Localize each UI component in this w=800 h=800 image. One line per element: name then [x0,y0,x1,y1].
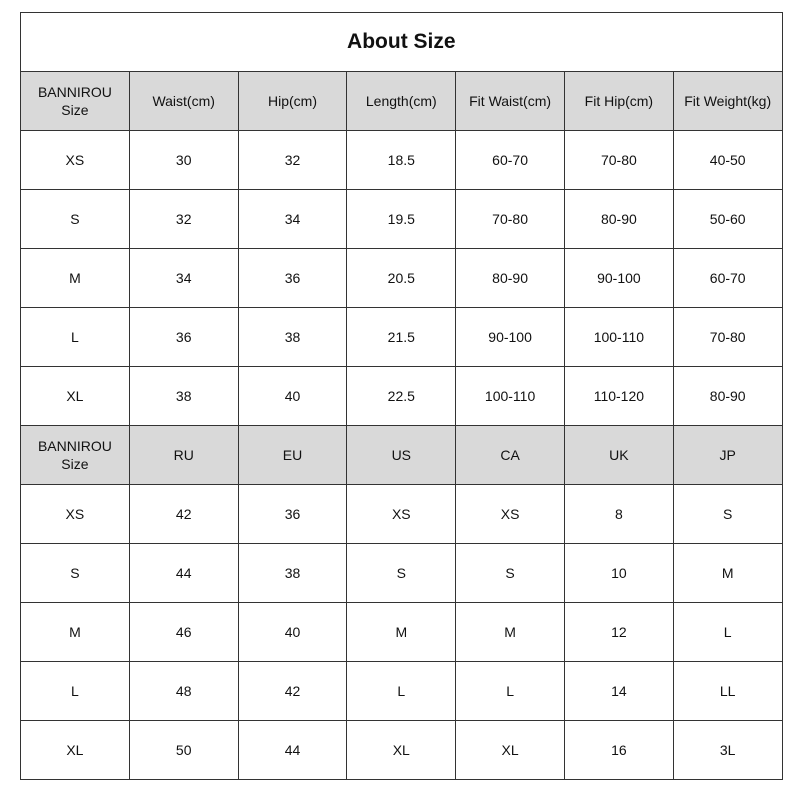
table-cell: S [347,544,456,603]
table-row [21,662,783,721]
table-cell: 12 [564,603,673,662]
table-cell: 50-60 [673,190,782,249]
table-cell: 3L [673,721,782,780]
table-cell: 80-90 [673,367,782,426]
size-label-cell: XS [21,131,130,190]
table-cell: 32 [129,190,238,249]
table-row [21,131,783,190]
table-cell: 20.5 [347,249,456,308]
column-header: Fit Weight(kg) [673,72,782,131]
table-cell: 10 [564,544,673,603]
column-header: UK [564,426,673,485]
table-cell: 36 [238,485,347,544]
table-cell: 60-70 [673,249,782,308]
table-cell: L [673,603,782,662]
table-cell: S [673,485,782,544]
column-header: Length(cm) [347,72,456,131]
table-cell: 44 [238,721,347,780]
table-cell: 70-80 [564,131,673,190]
size-label-cell: XL [21,367,130,426]
table-cell: 32 [238,131,347,190]
column-header: BANNIROU Size [21,426,130,485]
table-cell: XS [347,485,456,544]
table-cell: 34 [238,190,347,249]
size-label-cell: XS [21,485,130,544]
table-cell: 60-70 [456,131,565,190]
table-cell: 50 [129,721,238,780]
column-header: Fit Hip(cm) [564,72,673,131]
size-label-cell: L [21,308,130,367]
table-cell: 90-100 [564,249,673,308]
table-cell: 80-90 [564,190,673,249]
table-row [21,367,783,426]
size-label-cell: L [21,662,130,721]
column-header: RU [129,426,238,485]
column-header: JP [673,426,782,485]
table-cell: 40 [238,367,347,426]
table-cell: 44 [129,544,238,603]
table-cell: 38 [238,308,347,367]
column-header: Fit Waist(cm) [456,72,565,131]
table-cell: 90-100 [456,308,565,367]
column-header: Hip(cm) [238,72,347,131]
table-cell: 100-110 [456,367,565,426]
column-header: EU [238,426,347,485]
table-cell: 36 [129,308,238,367]
table-cell: 80-90 [456,249,565,308]
table-cell: 19.5 [347,190,456,249]
table-cell: 48 [129,662,238,721]
table-row [21,603,783,662]
size-label-cell: M [21,603,130,662]
table-cell: XL [456,721,565,780]
chart-title: About Size [21,13,783,72]
table-row [21,721,783,780]
table-cell: 30 [129,131,238,190]
table-row [21,544,783,603]
table-cell: M [456,603,565,662]
table-cell: 21.5 [347,308,456,367]
table-cell: 40 [238,603,347,662]
table-cell: L [456,662,565,721]
table-cell: 16 [564,721,673,780]
size-label-cell: XL [21,721,130,780]
size-chart-table [20,12,783,780]
column-header: CA [456,426,565,485]
table-cell: 110-120 [564,367,673,426]
table-cell: 70-80 [456,190,565,249]
size-label-cell: S [21,190,130,249]
table-cell: 22.5 [347,367,456,426]
size-label-cell: M [21,249,130,308]
table-cell: 18.5 [347,131,456,190]
column-header: Waist(cm) [129,72,238,131]
table-cell: 42 [129,485,238,544]
table-row [21,190,783,249]
table-cell: 8 [564,485,673,544]
table-cell: 38 [129,367,238,426]
table-cell: S [456,544,565,603]
table-cell: 46 [129,603,238,662]
header-row [21,72,783,131]
table-cell: L [347,662,456,721]
table-cell: 42 [238,662,347,721]
table-cell: 70-80 [673,308,782,367]
table-cell: 100-110 [564,308,673,367]
table-row [21,485,783,544]
table-cell: LL [673,662,782,721]
table-cell: 40-50 [673,131,782,190]
size-label-cell: S [21,544,130,603]
table-row [21,308,783,367]
table-cell: 34 [129,249,238,308]
column-header: BANNIROU Size [21,72,130,131]
table-cell: M [347,603,456,662]
table-cell: 14 [564,662,673,721]
table-cell: M [673,544,782,603]
table-cell: 38 [238,544,347,603]
header-row [21,426,783,485]
table-row [21,249,783,308]
column-header: US [347,426,456,485]
table-cell: XL [347,721,456,780]
table-cell: XS [456,485,565,544]
table-cell: 36 [238,249,347,308]
